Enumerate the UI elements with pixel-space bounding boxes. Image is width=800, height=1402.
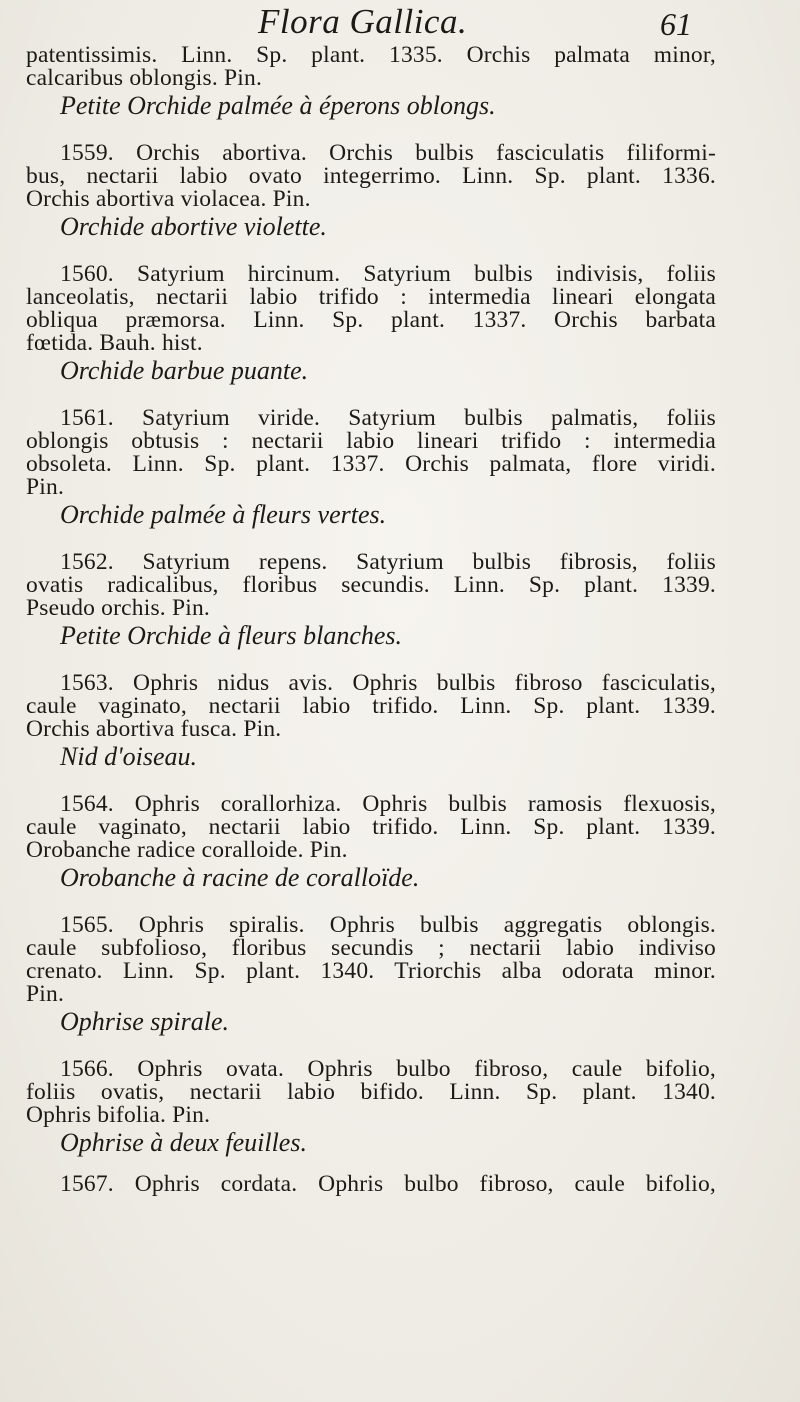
french-name: Petite Orchide palmée à éperons oblongs. [60,91,496,120]
entry-line: obsoleta. Linn. Sp. plant. 1337. Orchis palmata, flore viridi. [26,451,716,477]
entry-line: Ophris bifolia. Pin. [26,1102,211,1128]
entry-line: Pin. [26,474,65,500]
entry-line: caule vaginato, nectarii labio trifido. Linn. Sp. plant. 1339. [26,814,716,840]
french-name: Ophrise spirale. [60,1007,229,1036]
french-name: Orobanche à racine de coralloïde. [60,863,420,892]
entry-line: caule subfolioso, floribus secundis ; nectarii labio indiviso [26,935,716,961]
entry-line: Pseudo orchis. Pin. [26,595,210,621]
running-title: Flora Gallica. [258,2,468,41]
entry-1567 [26,1173,716,1196]
page-number: 61 [660,6,692,42]
entry-1561 [26,407,716,529]
entry-line: crenato. Linn. Sp. plant. 1340. Triorchis alba odorata minor. [26,958,716,984]
french-name: Petite Orchide à fleurs blanches. [60,621,403,650]
entry-line: Pin. [26,981,65,1007]
entry-1564 [26,793,716,892]
entry-line: 1562. Satyrium repens. Satyrium bulbis fibrosis, foliis [60,549,716,575]
entry-line: 1561. Satyrium viride. Satyrium bulbis palmatis, foliis [60,405,716,431]
entry-1563 [26,672,716,771]
entry-line: bus, nectarii labio ovato integerrimo. Linn. Sp. plant. 1336. [26,163,716,189]
entry-line: 1567. Ophris cordata. Ophris bulbo fibroso, caule bifolio, [60,1171,716,1197]
french-name: Nid d'oiseau. [60,742,198,771]
entry-line: ovatis radicalibus, floribus secundis. Linn. Sp. plant. 1339. [26,572,716,598]
entry-line: Orchis abortiva fusca. Pin. [26,716,282,742]
entry-continued [26,44,716,120]
entry-line: Orobanche radice coralloide. Pin. [26,837,348,863]
entry-line: 1565. Ophris spiralis. Ophris bulbis aggregatis oblongis. [60,912,716,938]
entry-line: calcaribus oblongis. Pin. [26,65,263,91]
entry-line: 1560. Satyrium hircinum. Satyrium bulbis indivisis, foliis [60,261,716,287]
entry-line: 1559. Orchis abortiva. Orchis bulbis fasciculatis filiformi- [60,140,716,166]
entry-line: patentissimis. Linn. Sp. plant. 1335. Orchis palmata minor, [26,42,716,68]
entry-line: 1563. Ophris nidus avis. Ophris bulbis fibroso fasciculatis, [60,670,716,696]
entry-1559 [26,142,716,241]
entry-line: foliis ovatis, nectarii labio bifido. Linn. Sp. plant. 1340. [26,1079,716,1105]
entry-1565 [26,914,716,1036]
entry-line: fœtida. Bauh. hist. [26,330,203,356]
entry-line: oblongis obtusis : nectarii labio lineari trifido : intermedia [26,428,716,454]
entry-line: 1566. Ophris ovata. Ophris bulbo fibroso, caule bifolio, [60,1056,716,1082]
entry-line: Orchis abortiva violacea. Pin. [26,186,311,212]
french-name: Ophrise à deux feuilles. [60,1128,307,1157]
entry-1562 [26,551,716,650]
entry-line: obliqua præmorsa. Linn. Sp. plant. 1337. Orchis barbata [26,307,716,333]
french-name: Orchide abortive violette. [60,212,327,241]
french-name: Orchide barbue puante. [60,356,309,385]
entry-line: lanceolatis, nectarii labio trifido : intermedia lineari elongata [26,284,716,310]
entry-1566 [26,1058,716,1157]
page-content [26,44,716,1196]
entry-1560 [26,263,716,385]
french-name: Orchide palmée à fleurs vertes. [60,500,387,529]
entry-line: caule vaginato, nectarii labio trifido. Linn. Sp. plant. 1339. [26,693,716,719]
entry-line: 1564. Ophris corallorhiza. Ophris bulbis ramosis flexuosis, [60,791,716,817]
